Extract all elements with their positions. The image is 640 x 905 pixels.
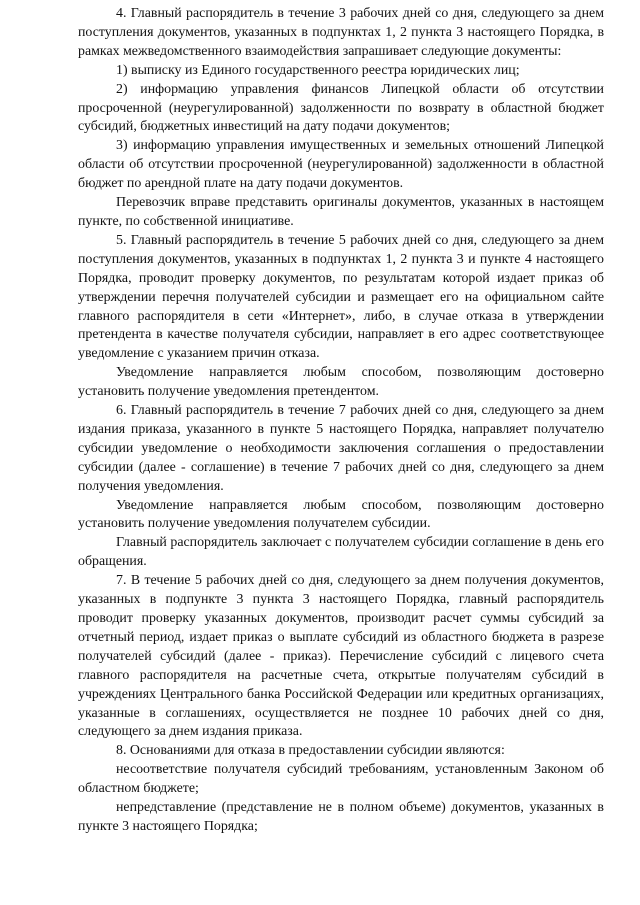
paragraph-7: 7. В течение 5 рабочих дней со дня, следующего за днем получения документов, указанных в подпункте 3 пункта 3 настоящего Порядка, главный распорядитель проводит проверку указанных документов, производит расчет суммы субсидий за отчетный период, издает приказ о выплате субсидий из областного бюджета в разрезе получателей субсидий (далее - приказ). Перечисление субсидий с лицевого счета главного распорядителя на расчетные счета, открытые получателям субсидий в учреждениях Центрального банка Российской Федерации или кредитных организациях, указанные в соглашениях, осуществляется не позднее 10 рабочих дней со дня, следующего за днем издания приказа. bbox=[78, 573, 604, 740]
paragraph-4-item-3: 3) информацию управления имущественных и земельных отношений Липецкой области об отсутствии просроченной (неурегулированной) задолженности в областной бюджет по арендной плате на дату подачи документов. bbox=[78, 138, 604, 192]
paragraph-4-item-2: 2) информацию управления финансов Липецкой области об отсутствии просроченной (неурегулированной) задолженности по возврату в областной бюджет субсидий, бюджетных инвестиций на дату подачи документов; bbox=[78, 81, 604, 135]
paragraph-5-notice: Уведомление направляется любым способом, позволяющим достоверно установить получение уведомления претендентом. bbox=[78, 365, 604, 400]
paragraph-8: 8. Основаниями для отказа в предоставлении субсидии являются: bbox=[116, 743, 505, 759]
paragraph-6-notice: Уведомление направляется любым способом, позволяющим достоверно установить получение уведомления получателем субсидии. bbox=[78, 497, 604, 532]
paragraph-8-reason-2: непредставление (представление не в полном объеме) документов, указанных в пункте 3 настоящего Порядка; bbox=[78, 800, 604, 834]
paragraph-5: 5. Главный распорядитель в течение 5 рабочих дней со дня, следующего за днем поступления документов, указанных в подпунктах 1, 2 пункта 3 и пункте 4 настоящего Порядка, проводит проверку документов, по результатам которой издает приказ об утверждении перечня получателей субсидии и размещает его на официальном сайте главного распорядителя в сети «Интернет», либо, в случае отказа в утверждении претендента в качестве получателя субсидии, направляет в его адрес соответствующее уведомление с указанием причин отказа. bbox=[78, 232, 604, 362]
paragraph-6: 6. Главный распорядитель в течение 7 рабочих дней со дня, следующего за днем издания приказа, указанного в пункте 5 настоящего Порядка, направляет получателю субсидии уведомление о необходимости заключения соглашения о предоставлении субсидии (далее - соглашение) в течение 7 рабочих дней со дня, следующего за днем получения уведомления. bbox=[78, 403, 604, 494]
paragraph-4: 4. Главный распорядитель в течение 3 рабочих дней со дня, следующего за днем поступления документов, указанных в подпунктах 1, 2 пункта 3 настоящего Порядка, в рамках межведомственного взаимодействия запрашивает следующие документы: bbox=[78, 6, 604, 59]
paragraph-4-item-1: 1) выписку из Единого государственного реестра юридических лиц; bbox=[116, 62, 520, 78]
paragraph-6-agreement: Главный распорядитель заключает с получателем субсидии соглашение в день его обращения. bbox=[78, 535, 604, 570]
paragraph-8-reason-1: несоответствие получателя субсидий требованиям, установленным Законом об областном бюджете; bbox=[78, 762, 604, 797]
paragraph-4-note: Перевозчик вправе представить оригиналы документов, указанных в настоящем пункте, по собственной инициативе. bbox=[78, 195, 604, 229]
document-page bbox=[78, 5, 604, 837]
